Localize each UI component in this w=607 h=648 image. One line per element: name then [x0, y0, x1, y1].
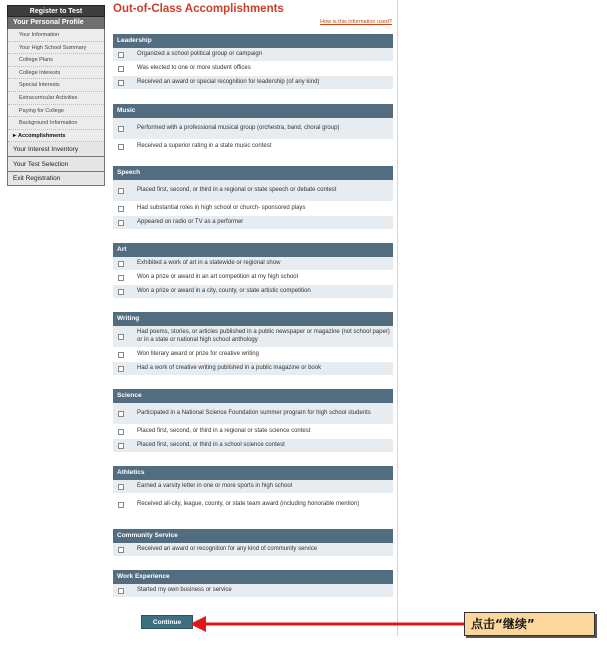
checkbox[interactable] — [118, 289, 124, 295]
item-label: Exhibited a work of art in a statewide or regional show — [137, 259, 281, 266]
checkbox[interactable] — [118, 188, 124, 194]
sidebar-item-background-information[interactable]: Background Information — [8, 117, 104, 130]
section-title: Art — [113, 243, 393, 257]
personal-profile-section[interactable]: Your Personal Profile — [7, 17, 105, 29]
checkbox[interactable] — [118, 261, 124, 267]
section-leadership — [113, 34, 393, 90]
sidebar-item-accomplishments[interactable]: ▸ Accomplishments — [8, 130, 104, 143]
item-label: Appeared on radio or TV as a performer — [137, 218, 244, 225]
checkbox[interactable] — [118, 275, 124, 281]
checkbox[interactable] — [118, 502, 124, 508]
sidebar-item-college-interests[interactable]: College Interests — [8, 67, 104, 80]
section-athletics — [113, 466, 393, 516]
checkbox[interactable] — [118, 484, 124, 490]
register-to-test-header: Register to Test — [7, 5, 105, 17]
section-community-service — [113, 529, 393, 557]
list-item — [113, 76, 393, 90]
sidebar-item-high-school-summary[interactable]: Your High School Summary — [8, 42, 104, 55]
list-item — [113, 425, 393, 439]
sidebar-link-exit-registration[interactable]: Exit Registration — [7, 172, 105, 186]
sidebar-nav — [7, 5, 105, 186]
annotation-callout: 点击“继续” — [464, 612, 595, 636]
info-usage-link[interactable]: How is this information used? — [320, 19, 392, 25]
section-title: Leadership — [113, 34, 393, 48]
list-item — [113, 271, 393, 285]
sidebar-item-paying-for-college[interactable]: Paying for College — [8, 105, 104, 118]
checkbox[interactable] — [118, 126, 124, 132]
continue-button[interactable]: Continue — [141, 615, 193, 629]
item-label: Had substantial roles in high school or church- sponsored plays — [137, 204, 306, 211]
checkbox[interactable] — [118, 352, 124, 358]
list-item — [113, 285, 393, 299]
checkbox[interactable] — [118, 443, 124, 449]
item-label: Participated in a National Science Foundation summer program for high school students — [137, 409, 371, 416]
item-label: Received an award or special recognition for leadership (of any kind) — [137, 78, 320, 85]
section-title: Writing — [113, 312, 393, 326]
item-label: Started my own business or service — [137, 586, 232, 593]
annotation-arrow-icon — [190, 614, 465, 634]
sidebar-link-interest-inventory[interactable]: Your Interest Inventory — [7, 142, 105, 157]
item-label: Had a work of creative writing published in a public magazine or book — [137, 364, 322, 371]
list-item — [113, 48, 393, 62]
sidebar-item-extracurricular-activities[interactable]: Extracurricular Activities — [8, 92, 104, 105]
section-title: Science — [113, 389, 393, 403]
list-item — [113, 257, 393, 271]
list-item — [113, 140, 393, 154]
checkbox[interactable] — [118, 66, 124, 72]
main-panel — [109, 0, 398, 636]
sidebar-item-college-plans[interactable]: College Plans — [8, 54, 104, 67]
section-title: Speech — [113, 166, 393, 180]
page-title: Out-of-Class Accomplishments — [113, 3, 284, 15]
section-writing — [113, 312, 393, 376]
list-item — [113, 180, 393, 202]
item-label: Received a superior rating in a state music contest — [137, 142, 272, 149]
checkbox[interactable] — [118, 80, 124, 86]
section-work-experience — [113, 570, 393, 598]
sidebar-item-special-interests[interactable]: Special Interests — [8, 79, 104, 92]
item-label: Performed with a professional musical group (orchestra, band, choral group) — [137, 124, 340, 131]
checkbox[interactable] — [118, 547, 124, 553]
item-label: Was elected to one or more student offices — [137, 64, 251, 71]
item-label: Placed first, second, or third in a regional or state speech or debate contest — [137, 186, 337, 193]
checkbox[interactable] — [118, 220, 124, 226]
item-label: Won literary award or prize for creative writing — [137, 350, 259, 357]
list-item — [113, 216, 393, 230]
list-item — [113, 584, 393, 598]
checkbox[interactable] — [118, 206, 124, 212]
item-label: Placed first, second, or third in a regional or state science contest — [137, 427, 311, 434]
item-label: Received all-city, league, county, or state team award (including honorable mention) — [137, 500, 360, 507]
checkbox[interactable] — [118, 144, 124, 150]
list-item — [113, 62, 393, 76]
list-item — [113, 326, 393, 348]
list-item — [113, 494, 393, 516]
item-label: Received an award or recognition for any kind of community service — [137, 545, 318, 552]
item-label: Won a prize or award in an art competition at my high school — [137, 273, 298, 280]
checkbox[interactable] — [118, 52, 124, 58]
list-item — [113, 543, 393, 557]
checkbox[interactable] — [118, 334, 124, 340]
checkbox[interactable] — [118, 411, 124, 417]
list-item — [113, 348, 393, 362]
item-label: Earned a varsity letter in one or more sports in high school — [137, 482, 293, 489]
section-science — [113, 389, 393, 453]
sidebar-link-test-selection[interactable]: Your Test Selection — [7, 157, 105, 172]
list-item — [113, 118, 393, 140]
item-label: Had poems, stories, or articles published in a public newspaper or magazine (not school paper) or in a state or national high school anthology — [137, 328, 390, 343]
sidebar-item-your-information[interactable]: Your Information — [8, 29, 104, 42]
list-item — [113, 362, 393, 376]
section-title: Work Experience — [113, 570, 393, 584]
section-art — [113, 243, 393, 299]
checkbox[interactable] — [118, 429, 124, 435]
item-label: Won a prize or award in a city, county, or state artistic competition — [137, 287, 311, 294]
item-label: Organized a school political group or campaign — [137, 50, 263, 57]
section-title: Music — [113, 104, 393, 118]
section-title: Community Service — [113, 529, 393, 543]
list-item — [113, 439, 393, 453]
list-item — [113, 480, 393, 494]
item-label: Placed first, second, or third in a school science contest — [137, 441, 285, 448]
section-title: Athletics — [113, 466, 393, 480]
list-item — [113, 202, 393, 216]
personal-profile-subitems — [7, 29, 105, 142]
section-speech — [113, 166, 393, 230]
checkbox[interactable] — [118, 366, 124, 372]
section-music — [113, 104, 393, 154]
list-item — [113, 403, 393, 425]
checkbox[interactable] — [118, 588, 124, 594]
